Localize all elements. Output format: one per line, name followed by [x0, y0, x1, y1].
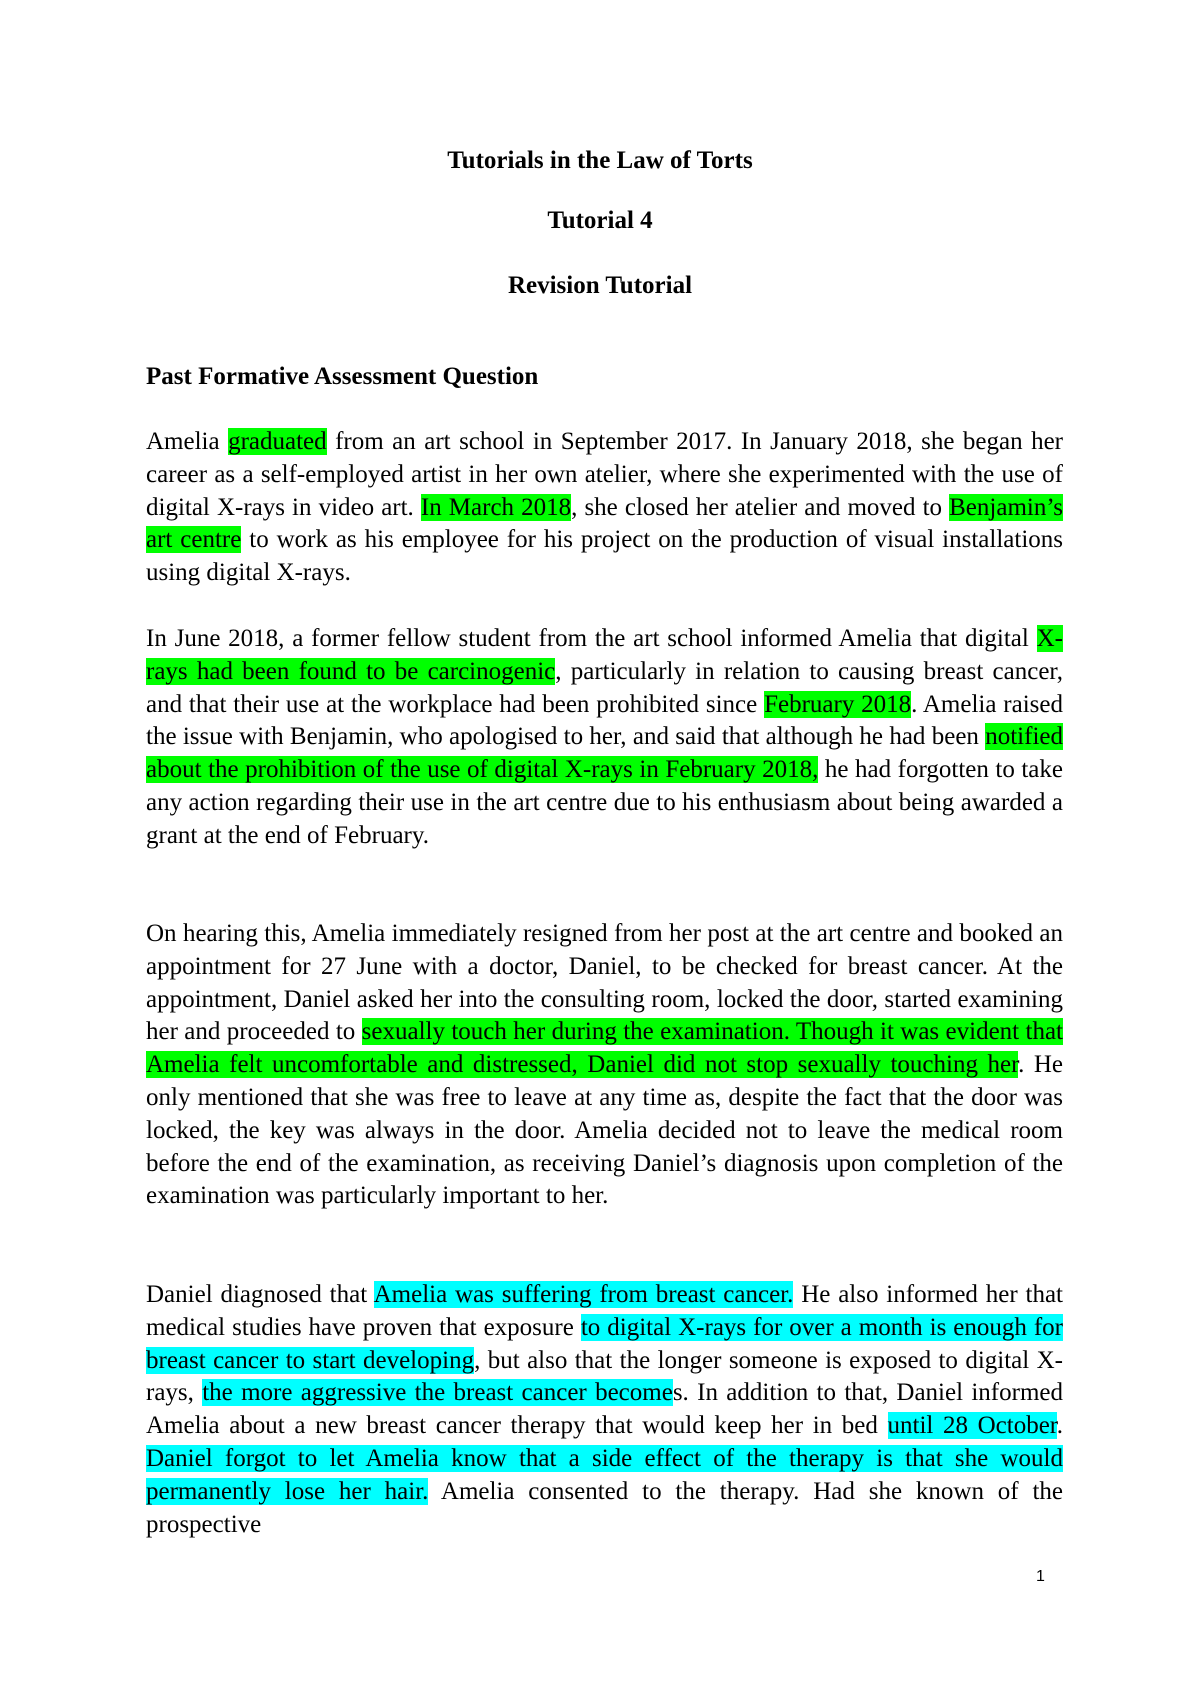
highlighted-text: graduated [228, 428, 327, 455]
highlighted-text: until 28 October [887, 1412, 1057, 1440]
paragraph-text: Amelia [146, 428, 229, 455]
highlighted-text: Daniel forgot to let Amelia know that a side effect of the therapy is that she would permanently lose her hair. [146, 1444, 1063, 1505]
paragraph-text: . Amelia raised the issue with Benjamin, who apologised to her, and said that although he had been [146, 690, 1063, 751]
paragraph-4 [146, 1279, 1063, 1541]
paragraph-3 [146, 918, 1063, 1213]
paragraph-text: , but also that the longer someone is exposed to digital X-rays, [146, 1346, 1063, 1407]
paragraph-text: He also informed her that medical studies have proven that exposure [146, 1281, 1063, 1341]
paragraph-text: , she closed her atelier and moved to [571, 493, 950, 521]
highlighted-text: In March 2018 [420, 493, 572, 521]
paragraph-2 [146, 623, 1063, 853]
paragraph-text: he had forgotten to take any action regarding their use in the art centre due to his enthusiasm about being awarded a grant at the end of February. [146, 756, 1063, 849]
paragraph-text: Amelia consented to the therapy. Had she known of the prospective [146, 1477, 1063, 1538]
section-heading: Past Formative Assessment Question [146, 363, 539, 390]
page-number: 1 [1036, 1568, 1045, 1585]
paragraph-1 [146, 426, 1063, 590]
highlighted-text: to digital X-rays for over a month is enough for breast cancer to start developing [146, 1313, 1064, 1374]
highlighted-text: the more aggressive the breast cancer become [202, 1379, 673, 1407]
paragraph-text: In June 2018, a former fellow student from the art school informed Amelia that digital [146, 625, 1037, 652]
tutorial-number: Tutorial 4 [547, 207, 653, 234]
paragraph-text: from an art school in September 2017. In January 2018, she began her career as a self-employed artist in her own atelier, where she experimented with the use of digital X-rays in video art. [146, 428, 1063, 521]
paragraph-text: . [1056, 1412, 1063, 1440]
paragraph-text: to work as his employee for his project on the production of visual installations using digital X-rays. [146, 526, 1063, 587]
highlighted-text: February 2018 [764, 690, 912, 718]
paragraph-text: . He only mentioned that she was free to leave at any time as, despite the fact that the door was locked, the key was always in the door. Amelia decided not to leave the medical room before the end of the examination, as receiving Daniel’s diagnosis upon completion of the examination was particularly important to her. [146, 1051, 1063, 1210]
document-title: Tutorials in the Law of Torts [447, 147, 753, 174]
paragraph-text: s. In addition to that, Daniel informed Amelia about a new breast cancer therapy that would keep her in bed [146, 1379, 1064, 1440]
highlighted-text: sexually touch her during the examination. Though it was evident that Amelia felt uncomfortable and distressed, Daniel did not stop sexually touching her [146, 1018, 1063, 1079]
paragraph-text: , particularly in relation to causing breast cancer, and that their use at the workplace had been prohibited since [146, 657, 1063, 718]
tutorial-subtitle: Revision Tutorial [507, 272, 693, 299]
paragraph-text: Daniel diagnosed that [146, 1281, 374, 1308]
paragraph-text: On hearing this, Amelia immediately resigned from her post at the art centre and booked an appointment for 27 June with a doctor, Daniel, to be checked for breast cancer. At the appointment, Daniel asked her into the consulting room, locked the door, started examining her and proceeded to [146, 920, 1063, 1046]
highlighted-text: X-rays had been found to be carcinogenic [146, 625, 1063, 685]
highlighted-text: notified about the prohibition of the use of digital X-rays in February 2018, [146, 723, 1063, 784]
highlighted-text: Benjamin’s art centre [146, 493, 1064, 554]
highlighted-text: Amelia was suffering from breast cancer. [373, 1281, 794, 1308]
